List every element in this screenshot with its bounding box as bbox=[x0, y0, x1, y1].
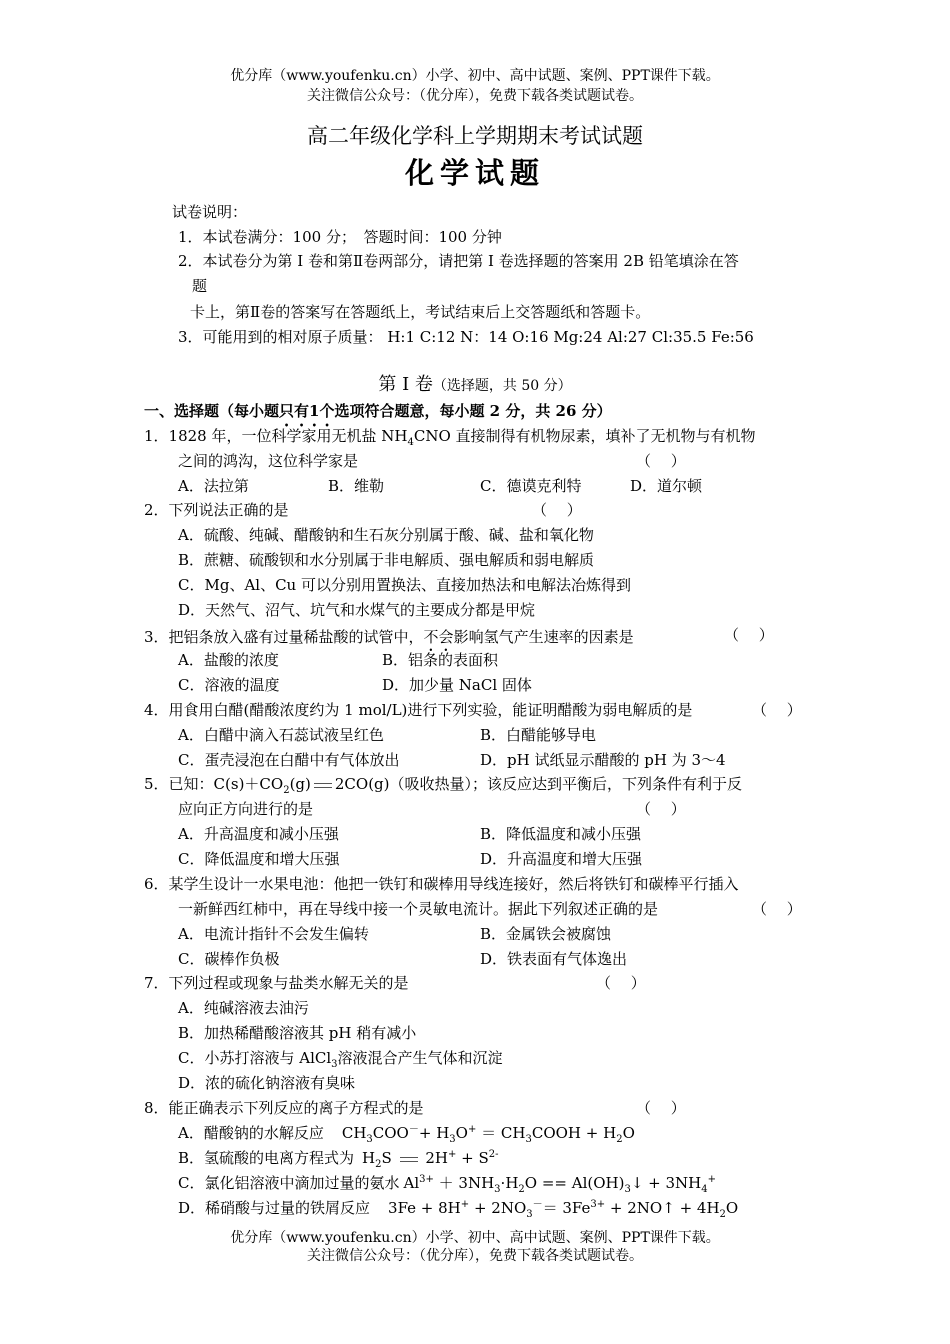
part1-title-text: 第 Ⅰ 卷 bbox=[378, 374, 433, 395]
q4-stem: 4．用食用白醋(醋酸浓度约为 1 mol/L)进行下列实验，能证明醋酸为弱电解质的是 bbox=[144, 701, 693, 719]
q5-option-b: B．降低温度和减小压强 bbox=[480, 825, 642, 843]
q8-option-c bbox=[178, 1174, 717, 1195]
section-suffix: 选项符合题意，每小题 2 分，共 26 分） bbox=[334, 402, 612, 420]
q5-answer-paren: （ ） bbox=[636, 800, 686, 818]
instruction-3: 3．可能用到的相对原子质量： H:1 C:12 N：14 O:16 Mg:24 Al:27 Cl:35.5 Fe:56 bbox=[178, 328, 754, 346]
q1-option-b: B．维勒 bbox=[328, 477, 385, 495]
q6-option-b: B．金属铁会被腐蚀 bbox=[480, 925, 612, 943]
q3-option-c: C．溶液的温度 bbox=[178, 676, 280, 694]
equilibrium-arrow-icon bbox=[311, 780, 335, 790]
exam-title: 高二年级化学科上学期期末考试试题 bbox=[307, 124, 643, 148]
footer-site-line: 优分库（www.youfenku.cn）小学、初中、高中试题、案例、PPT课件下载。 bbox=[230, 1230, 720, 1246]
q7-option-b: B．加热稀醋酸溶液其 pH 稍有减小 bbox=[178, 1024, 417, 1042]
q6-option-c: C．碳棒作负极 bbox=[178, 950, 280, 968]
q1-text-a: 1．1828 年，一位科学家用无机盐 NH bbox=[144, 427, 408, 445]
q1-option-d: D．道尔顿 bbox=[630, 477, 703, 495]
part1-note: （选择题，共 50 分） bbox=[432, 378, 572, 394]
q1-option-a: A．法拉第 bbox=[178, 477, 249, 495]
q7-c-b: 溶液混合产生气体和沉淀 bbox=[337, 1049, 503, 1067]
q5-stem-b: (g) bbox=[289, 775, 311, 793]
q8-answer-paren: （ ） bbox=[636, 1099, 686, 1117]
section-emph: 只有1个 bbox=[279, 402, 335, 420]
q2-stem: 2．下列说法正确的是 bbox=[144, 501, 289, 519]
part1-title bbox=[0, 376, 950, 394]
q3-answer-paren: （ ） bbox=[724, 626, 774, 644]
q8-a-equation: $CH_3COO^-+ H_3O^+$ ＝ $CH_3COOH + H_2O$ bbox=[341, 1124, 635, 1145]
q8-d-label: D．稀硝酸与过量的铁屑反应 bbox=[178, 1199, 371, 1217]
instruction-2a: 2．本试卷分为第 Ⅰ 卷和第Ⅱ卷两部分，请把第 Ⅰ 卷选择题的答案用 2B 铅笔填涂在答 bbox=[178, 252, 739, 270]
q7-stem: 7．下列过程或现象与盐类水解无关的是 bbox=[144, 974, 409, 992]
section-heading bbox=[144, 402, 612, 430]
q5-stem-c: 2CO(g)（吸收热量）；该反应达到平衡后，下列条件有利于反 bbox=[334, 775, 743, 793]
q8-option-a bbox=[178, 1124, 635, 1145]
q8-option-b bbox=[178, 1149, 499, 1170]
q6-answer-paren: （ ） bbox=[752, 900, 802, 918]
q1-line2: 之间的鸿沟，这位科学家是 bbox=[178, 452, 359, 470]
instruction-2c: 卡上，第Ⅱ卷的答案写在答题纸上，考试结束后上交答题纸和答题卡。 bbox=[190, 303, 651, 321]
q2-option-c: C．Mg、Al、Cu 可以分别用置换法、直接加热法和电解法冶炼得到 bbox=[178, 576, 631, 594]
q1-option-c: C．德谟克利特 bbox=[480, 477, 582, 495]
q5-option-a: A．升高温度和减小压强 bbox=[178, 825, 339, 843]
q5-option-d: D．升高温度和增大压强 bbox=[480, 850, 643, 868]
q7-option-a: A．纯碱溶液去油污 bbox=[178, 999, 309, 1017]
instruction-1: 1．本试卷满分：100 分； 答题时间：100 分钟 bbox=[178, 228, 502, 246]
q6-option-d: D．铁表面有气体逸出 bbox=[480, 950, 628, 968]
q4-option-a: A．白醋中滴入石蕊试液呈红色 bbox=[178, 726, 384, 744]
q7-option-c bbox=[178, 1049, 503, 1070]
q2-option-b: B．蔗糖、硫酸钡和水分别属于非电解质、强电解质和弱电解质 bbox=[178, 551, 595, 569]
q5-sub: 2 bbox=[283, 785, 290, 796]
instructions-heading: 试卷说明： bbox=[172, 203, 248, 221]
q8-b-label: B．氢硫酸的电离方程式为 bbox=[178, 1149, 355, 1167]
q7-option-d: D．浓的硫化钠溶液有臭味 bbox=[178, 1074, 356, 1092]
q4-option-b: B．白醋能够导电 bbox=[480, 726, 597, 744]
q8-stem: 8．能正确表示下列反应的离子方程式的是 bbox=[144, 1099, 424, 1117]
q8-a-label: A．醋酸钠的水解反应 bbox=[178, 1124, 324, 1142]
exam-subtitle: 化学试题 bbox=[404, 156, 545, 190]
q3-stem-a: 3．把铝条放入盛有过量稀盐酸的试管中， bbox=[144, 628, 424, 646]
q7-c-a: C．小苏打溶液与 AlCl bbox=[178, 1049, 332, 1067]
q5-line2: 应向正方向进行的是 bbox=[178, 800, 314, 818]
q7-answer-paren: （ ） bbox=[596, 974, 646, 992]
q2-option-d: D．天然气、沼气、坑气和水煤气的主要成分都是甲烷 bbox=[178, 601, 536, 619]
q8-c-label: C．氯化铝溶液中滴加过量的氨水 bbox=[178, 1174, 400, 1192]
q5-stem-a: 5．已知：C(s)＋CO bbox=[144, 775, 284, 793]
q2-option-a: A．硫酸、纯碱、醋酸钠和生石灰分别属于酸、碱、盐和氧化物 bbox=[178, 526, 594, 544]
equilibrium-arrow-icon bbox=[397, 1154, 421, 1164]
q5-stem bbox=[144, 775, 743, 796]
q1-sub: 4 bbox=[407, 437, 414, 448]
instruction-2b: 题 bbox=[192, 277, 208, 295]
q6-line2: 一新鲜西红柿中，再在导线中接一个灵敏电流计。据此下列叙述正确的是 bbox=[178, 900, 659, 918]
q5-option-c: C．降低温度和增大压强 bbox=[178, 850, 340, 868]
q3-option-a: A．盐酸的浓度 bbox=[178, 651, 279, 669]
footer-wechat-line: 关注微信公众号：（优分库），免费下载各类试题试卷。 bbox=[307, 1248, 643, 1264]
header-wechat-line: 关注微信公众号：（优分库），免费下载各类试题试卷。 bbox=[307, 88, 643, 104]
q8-d-equation: $3Fe + 8H^+ + 2NO_3^-= 3Fe^{3+}$ + 2NO↑ + $4H_2O$ bbox=[388, 1199, 739, 1220]
q8-b-equation: $H_2S$ $2H^+ + S^{2-}$ bbox=[362, 1149, 499, 1170]
q4-option-d: D．pH 试纸显示醋酸的 pH 为 3～4 bbox=[480, 751, 726, 769]
q6-line1: 6．某学生设计一水果电池：他把一铁钉和碳棒用导线连接好，然后将铁钉和碳棒平行插入 bbox=[144, 875, 739, 893]
q2-answer-paren: （ ） bbox=[532, 501, 582, 519]
q4-option-c: C．蛋壳浸泡在白醋中有气体放出 bbox=[178, 751, 400, 769]
q3-option-d: D．加少量 NaCl 固体 bbox=[382, 676, 532, 694]
q1-answer-paren: （ ） bbox=[636, 452, 686, 470]
q1-line1 bbox=[144, 427, 756, 448]
header-site-line: 优分库（www.youfenku.cn）小学、初中、高中试题、案例、PPT课件下载。 bbox=[230, 68, 720, 84]
q1-text-b: CNO 直接制得有机物尿素，填补了无机物与有机物 bbox=[413, 427, 756, 445]
q3-option-b: B．铝条的表面积 bbox=[382, 651, 499, 669]
q3-stem-emph: 不会 bbox=[423, 628, 454, 646]
q8-c-equation: $Al^{3+} + 3NH_3\cdot H_2O$ == $Al(OH)_3↓ + 3NH_4^+$ bbox=[403, 1174, 717, 1195]
q3-stem-b: 影响氢气产生速率的因素是 bbox=[453, 628, 634, 646]
q7-c-sub: 3 bbox=[331, 1059, 338, 1070]
q8-option-d bbox=[178, 1199, 739, 1220]
q6-option-a: A．电流计指针不会发生偏转 bbox=[178, 925, 369, 943]
q4-answer-paren: （ ） bbox=[752, 701, 802, 719]
section-prefix: 一、选择题（每小题 bbox=[144, 402, 280, 420]
